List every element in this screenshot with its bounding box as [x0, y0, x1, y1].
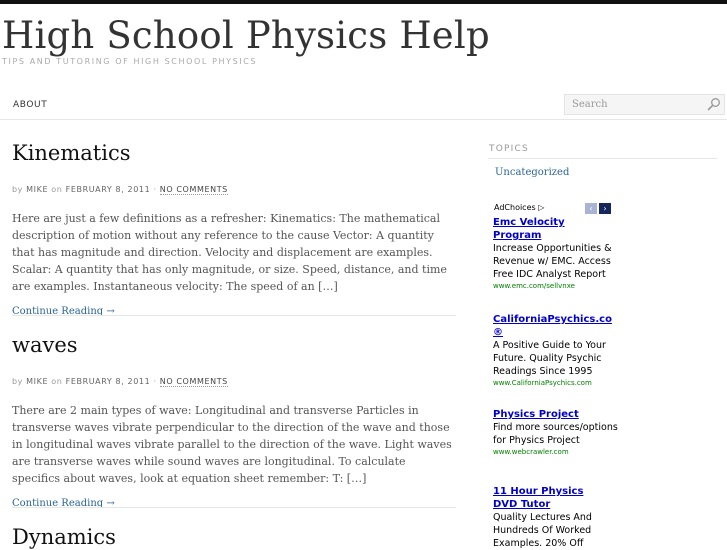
nav-bar — [0, 91, 727, 120]
continue-reading-link[interactable]: Continue Reading → — [12, 306, 115, 317]
ad-title-line: Emc Velocity — [493, 217, 565, 228]
ad-title-line: ® — [493, 327, 503, 338]
nav-item-about[interactable]: ABOUT — [13, 100, 48, 110]
post-meta — [12, 185, 228, 194]
post-meta — [12, 377, 228, 386]
ad-title-link[interactable] — [493, 313, 618, 339]
post-date: FEBRUARY 8, 2011 — [65, 185, 151, 194]
post-comments-link[interactable]: NO COMMENTS — [159, 377, 228, 386]
search-icon[interactable] — [707, 97, 721, 111]
post-title[interactable]: Kinematics — [12, 141, 131, 165]
ad-title-line: Program — [493, 230, 542, 241]
ad-prev-icon[interactable]: ‹ — [585, 203, 597, 214]
ad-url[interactable]: www.CaliforniaPsychics.com — [493, 379, 592, 387]
ad-text: A Positive Guide to Your Future. Quality Psychic Readings Since 1995 — [493, 340, 606, 377]
post-title[interactable]: Dynamics — [12, 525, 116, 549]
ad-text: Quality Lectures And Hundreds Of Worked Examples. 20% Off — [493, 512, 592, 549]
post-divider — [12, 507, 456, 508]
post-excerpt: There are 2 main types of wave: Longitudinal and transverse Particles in transverse waves vibrate perpendicular to the direction of the wave and those in longitudinal waves vibrate parallel to the direction of the wave. Light waves are transverse waves while sound waves are longitudinal. To calculate specifics about waves, look at equation sheet remember: T: […] — [12, 404, 452, 485]
ad-item — [493, 408, 618, 457]
post-title[interactable]: waves — [12, 333, 78, 357]
ad-next-icon[interactable]: › — [599, 203, 611, 214]
adchoices-label[interactable] — [494, 203, 544, 212]
post-excerpt: Here are just a few definitions as a refresher: Kinematics: The mathematical description of motion without any reference to the cause Vector: A quantity that has magnitude and direction. Velocity and displacement are examples. Scalar: A quantity that has only magnitude, or size. Speed, distance, and time are examples. Instantaneous velocity: The speed of an […] — [12, 212, 447, 293]
ad-text: Increase Opportunities & Revenue w/ EMC. Access Free IDC Analyst Report — [493, 243, 612, 280]
post-author[interactable]: MIKE — [26, 185, 49, 194]
site-title[interactable]: High School Physics Help — [2, 14, 490, 57]
meta-separator: · — [153, 185, 157, 194]
top-bar — [0, 0, 727, 4]
ad-title-line: 11 Hour Physics — [493, 486, 584, 497]
post-date: FEBRUARY 8, 2011 — [65, 377, 151, 386]
post-author[interactable]: MIKE — [26, 377, 49, 386]
ad-title-line: DVD Tutor — [493, 499, 551, 510]
topic-link-uncategorized[interactable]: Uncategorized — [495, 167, 570, 178]
ad-title-line: CaliforniaPsychics.co — [493, 314, 612, 325]
ad-title-link[interactable] — [493, 216, 618, 242]
widget-divider — [488, 158, 717, 159]
ad-item — [493, 485, 618, 550]
adchoices-icon: ▷ — [538, 203, 545, 212]
ad-url[interactable]: www.webcrawler.com — [493, 448, 569, 456]
topics-widget-title: TOPICS — [489, 144, 529, 154]
site-tagline: TIPS AND TUTORING OF HIGH SCHOOL PHYSICS — [2, 57, 258, 66]
continue-reading-link[interactable]: Continue Reading → — [12, 498, 115, 509]
ad-item — [493, 216, 618, 291]
meta-on: on — [51, 185, 63, 194]
ad-item — [493, 313, 618, 388]
search-box — [564, 94, 725, 115]
meta-separator: · — [153, 377, 157, 386]
meta-by: by — [12, 377, 24, 386]
meta-on: on — [51, 377, 63, 386]
ad-title-link[interactable]: Physics Project — [493, 409, 579, 420]
ad-url[interactable]: www.emc.com/sellvnxe — [493, 282, 575, 290]
post-comments-link[interactable]: NO COMMENTS — [159, 185, 228, 194]
search-input[interactable] — [565, 95, 710, 114]
post-divider — [12, 315, 456, 316]
ad-text: Find more sources/options for Physics Project — [493, 422, 618, 446]
adchoices-text: AdChoices — [494, 203, 536, 212]
meta-by: by — [12, 185, 24, 194]
ad-title-link[interactable] — [493, 485, 618, 511]
